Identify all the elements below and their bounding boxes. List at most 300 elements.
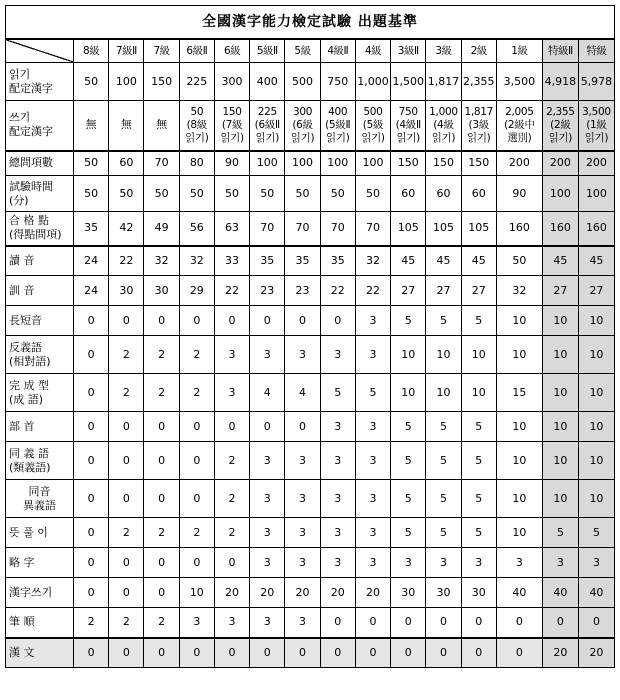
table-cell: 5 [391, 306, 426, 336]
table-cell: 0 [496, 608, 542, 638]
table-cell: 1,817 [426, 63, 461, 101]
table-cell: 0 [578, 608, 614, 638]
table-cell: 30 [391, 578, 426, 608]
table-cell: 5 [391, 480, 426, 518]
table-row [6, 638, 615, 668]
table-cell: 0 [214, 306, 249, 336]
table-row [6, 518, 615, 548]
table-cell: 無 [109, 101, 144, 151]
table-cell: 3 [320, 336, 355, 374]
table-cell: 3 [391, 548, 426, 578]
table-cell: 60 [109, 151, 144, 176]
table-cell: 22 [214, 276, 249, 306]
grade-header: 7級 [144, 39, 179, 63]
table-cell: 2 [144, 608, 179, 638]
table-cell: 100 [578, 176, 614, 212]
table-cell: 32 [355, 246, 390, 276]
table-cell: 35 [285, 246, 320, 276]
table-cell: 23 [285, 276, 320, 306]
row-label: 略 字 [6, 548, 74, 578]
table-cell: 0 [74, 336, 109, 374]
grade-header: 特級Ⅱ [542, 39, 578, 63]
table-cell: 5 [542, 518, 578, 548]
table-cell: 1,817 (3級 읽기) [461, 101, 496, 151]
table-cell: 100 [250, 151, 285, 176]
table-cell: 27 [426, 276, 461, 306]
table-cell: 32 [496, 276, 542, 306]
table-cell: 30 [426, 578, 461, 608]
table-cell: 100 [355, 151, 390, 176]
table-cell: 0 [426, 638, 461, 668]
table-cell: 0 [320, 608, 355, 638]
table-cell: 2 [179, 374, 214, 412]
table-cell: 10 [426, 336, 461, 374]
table-cell: 50 [74, 176, 109, 212]
table-cell: 2 [179, 518, 214, 548]
table-cell: 0 [285, 306, 320, 336]
grade-header: 3級Ⅱ [391, 39, 426, 63]
table-row [6, 101, 615, 151]
grade-header: 7級Ⅱ [109, 39, 144, 63]
table-cell: 20 [355, 578, 390, 608]
table-cell: 10 [496, 306, 542, 336]
table-cell: 1,500 [391, 63, 426, 101]
table-cell: 70 [250, 212, 285, 246]
table-cell: 150 (7級 읽기) [214, 101, 249, 151]
table-cell: 10 [542, 374, 578, 412]
table-row [6, 480, 615, 518]
table-cell: 105 [461, 212, 496, 246]
table-cell: 5 [426, 518, 461, 548]
table-cell: 49 [144, 212, 179, 246]
table-cell: 42 [109, 212, 144, 246]
table-cell: 3 [355, 306, 390, 336]
table-cell: 0 [74, 442, 109, 480]
table-cell: 3 [355, 412, 390, 442]
table-cell: 60 [426, 176, 461, 212]
table-cell: 50 (8級 읽기) [179, 101, 214, 151]
table-cell: 10 [426, 374, 461, 412]
table-row [6, 176, 615, 212]
table-cell: 3 [542, 548, 578, 578]
table-cell: 0 [179, 412, 214, 442]
table-row [6, 374, 615, 412]
grade-header: 8級 [74, 39, 109, 63]
table-cell: 30 [461, 578, 496, 608]
table-cell: 90 [214, 151, 249, 176]
table-cell: 750 (4級Ⅱ 읽기) [391, 101, 426, 151]
table-cell: 35 [74, 212, 109, 246]
table-cell: 2 [214, 518, 249, 548]
table-cell: 45 [542, 246, 578, 276]
table-cell: 2 [74, 608, 109, 638]
table-cell: 5 [578, 518, 614, 548]
table-cell: 5 [426, 306, 461, 336]
table-cell: 22 [320, 276, 355, 306]
table-cell: 3 [285, 480, 320, 518]
grade-header: 6級 [214, 39, 249, 63]
table-cell: 3 [250, 518, 285, 548]
table-cell: 2 [109, 518, 144, 548]
table-cell: 0 [109, 442, 144, 480]
table-cell: 33 [214, 246, 249, 276]
table-cell: 2 [144, 336, 179, 374]
table-cell: 27 [578, 276, 614, 306]
grade-header: 5級 [285, 39, 320, 63]
table-cell: 0 [144, 306, 179, 336]
table-cell: 0 [74, 518, 109, 548]
table-cell: 0 [109, 306, 144, 336]
table-cell: 5 [320, 374, 355, 412]
table-cell: 0 [461, 638, 496, 668]
table-cell: 3 [214, 374, 249, 412]
grade-header: 4級Ⅱ [320, 39, 355, 63]
table-cell: 50 [144, 176, 179, 212]
table-cell: 0 [144, 548, 179, 578]
table-cell: 29 [179, 276, 214, 306]
table-cell: 5 [461, 306, 496, 336]
table-cell: 50 [285, 176, 320, 212]
table-cell: 0 [144, 578, 179, 608]
table-cell: 2 [214, 480, 249, 518]
table-cell: 3 [320, 412, 355, 442]
table-cell: 0 [74, 374, 109, 412]
table-cell: 0 [179, 548, 214, 578]
table-cell: 30 [109, 276, 144, 306]
table-cell: 3 [285, 608, 320, 638]
table-cell: 0 [214, 638, 249, 668]
table-cell: 10 [578, 374, 614, 412]
table-cell: 3 [214, 608, 249, 638]
table-cell: 0 [426, 608, 461, 638]
table-cell: 0 [320, 638, 355, 668]
table-cell: 22 [109, 246, 144, 276]
table-cell: 2 [109, 608, 144, 638]
table-cell: 3 [320, 480, 355, 518]
grade-header: 5級Ⅱ [250, 39, 285, 63]
table-cell: 45 [391, 246, 426, 276]
table-cell: 3 [250, 442, 285, 480]
table-cell: 2 [109, 374, 144, 412]
table-cell: 200 [578, 151, 614, 176]
table-cell: 3 [250, 548, 285, 578]
table-cell: 2 [109, 336, 144, 374]
table-cell: 10 [496, 412, 542, 442]
table-cell: 0 [144, 442, 179, 480]
table-cell: 45 [426, 246, 461, 276]
table-cell: 27 [461, 276, 496, 306]
table-cell: 45 [578, 246, 614, 276]
table-cell: 50 [179, 176, 214, 212]
table-cell: 225 (6級Ⅱ 읽기) [250, 101, 285, 151]
table-cell: 0 [74, 480, 109, 518]
table-cell: 500 (5級 읽기) [355, 101, 390, 151]
table-cell: 50 [74, 63, 109, 101]
table-cell: 1,000 [355, 63, 390, 101]
table-cell: 10 [391, 374, 426, 412]
table-cell: 3 [285, 442, 320, 480]
table-row [6, 151, 615, 176]
grade-header: 4級 [355, 39, 390, 63]
table-cell: 1,000 (4級 읽기) [426, 101, 461, 151]
table-cell: 50 [496, 246, 542, 276]
table-cell: 0 [179, 442, 214, 480]
grade-header: 1級 [496, 39, 542, 63]
table-cell: 40 [578, 578, 614, 608]
table-cell: 0 [320, 306, 355, 336]
table-cell: 100 [542, 176, 578, 212]
row-label: 漢 文 [6, 638, 74, 668]
table-cell: 3 [355, 518, 390, 548]
table-cell: 3 [285, 518, 320, 548]
table-cell: 200 [542, 151, 578, 176]
table-cell: 10 [542, 306, 578, 336]
table-cell: 10 [391, 336, 426, 374]
table-cell: 32 [144, 246, 179, 276]
table-cell: 60 [461, 176, 496, 212]
table-cell: 35 [320, 246, 355, 276]
table-row [6, 306, 615, 336]
table-cell: 150 [144, 63, 179, 101]
table-cell: 160 [578, 212, 614, 246]
row-label: 訓 音 [6, 276, 74, 306]
table-cell: 2 [214, 442, 249, 480]
table-cell: 400 [250, 63, 285, 101]
table-cell: 2 [179, 336, 214, 374]
row-label: 同 義 語 (類義語) [6, 442, 74, 480]
table-title: 全國漢字能力檢定試驗 出題基準 [6, 6, 615, 40]
table-row [6, 246, 615, 276]
table-cell: 0 [496, 638, 542, 668]
table-cell: 30 [144, 276, 179, 306]
table-cell: 45 [461, 246, 496, 276]
table-cell: 56 [179, 212, 214, 246]
table-cell: 10 [461, 336, 496, 374]
table-cell: 0 [144, 480, 179, 518]
row-label: 同音 異義語 [6, 480, 74, 518]
table-cell: 2 [144, 518, 179, 548]
table-cell: 200 [496, 151, 542, 176]
grade-header: 6級Ⅱ [179, 39, 214, 63]
table-row [6, 336, 615, 374]
table-cell: 3 [461, 548, 496, 578]
row-label: 長短音 [6, 306, 74, 336]
criteria-table [5, 5, 615, 668]
table-cell: 3 [355, 336, 390, 374]
table-cell: 0 [144, 412, 179, 442]
table-cell: 3 [250, 336, 285, 374]
table-cell: 3 [496, 548, 542, 578]
table-cell: 無 [144, 101, 179, 151]
table-cell: 0 [285, 638, 320, 668]
table-cell: 3 [285, 548, 320, 578]
table-cell: 0 [179, 638, 214, 668]
table-cell: 5 [391, 518, 426, 548]
table-cell: 3 [250, 608, 285, 638]
row-label: 總問項數 [6, 151, 74, 176]
table-cell: 50 [109, 176, 144, 212]
table-cell: 3 [355, 442, 390, 480]
table-cell: 3,500 (1級 읽기) [578, 101, 614, 151]
table-cell: 0 [109, 548, 144, 578]
table-cell: 0 [179, 306, 214, 336]
row-label: 뜻 풀 이 [6, 518, 74, 548]
table-cell: 90 [496, 176, 542, 212]
table-cell: 15 [496, 374, 542, 412]
table-cell: 0 [542, 608, 578, 638]
table-cell: 0 [179, 480, 214, 518]
table-cell: 3 [320, 518, 355, 548]
table-row [6, 578, 615, 608]
row-label: 合 格 點 (得點問項) [6, 212, 74, 246]
table-cell: 5 [461, 412, 496, 442]
table-cell: 0 [214, 412, 249, 442]
table-cell: 0 [250, 306, 285, 336]
table-cell: 0 [109, 578, 144, 608]
table-cell: 10 [496, 518, 542, 548]
table-row [6, 442, 615, 480]
table-cell: 27 [391, 276, 426, 306]
table-row [6, 608, 615, 638]
table-cell: 2,355 (2級 읽기) [542, 101, 578, 151]
table-row [6, 212, 615, 246]
table-cell: 4,918 [542, 63, 578, 101]
table-cell: 10 [179, 578, 214, 608]
table-cell: 0 [391, 608, 426, 638]
table-cell: 10 [542, 480, 578, 518]
corner-cell [6, 39, 74, 63]
table-cell: 5 [426, 480, 461, 518]
table-cell: 2,355 [461, 63, 496, 101]
table-cell: 10 [578, 306, 614, 336]
table-cell: 10 [578, 480, 614, 518]
table-cell: 10 [578, 336, 614, 374]
table-cell: 2 [144, 374, 179, 412]
table-cell: 0 [74, 578, 109, 608]
table-cell: 10 [496, 480, 542, 518]
grade-header: 2級 [461, 39, 496, 63]
table-cell: 20 [320, 578, 355, 608]
table-cell: 0 [285, 412, 320, 442]
table-cell: 5 [391, 412, 426, 442]
table-cell: 70 [285, 212, 320, 246]
table-cell: 5,978 [578, 63, 614, 101]
table-cell: 70 [144, 151, 179, 176]
table-cell: 70 [320, 212, 355, 246]
table-cell: 750 [320, 63, 355, 101]
table-cell: 2,005 (2級中 選別) [496, 101, 542, 151]
table-cell: 50 [214, 176, 249, 212]
table-cell: 32 [179, 246, 214, 276]
table-cell: 10 [496, 336, 542, 374]
table-cell: 63 [214, 212, 249, 246]
table-cell: 150 [426, 151, 461, 176]
table-cell: 3 [426, 548, 461, 578]
table-cell: 0 [109, 638, 144, 668]
table-cell: 5 [461, 480, 496, 518]
table-cell: 0 [74, 548, 109, 578]
table-cell: 10 [542, 336, 578, 374]
row-label: 읽기 配定漢字 [6, 63, 74, 101]
table-cell: 0 [355, 638, 390, 668]
table-cell: 5 [391, 442, 426, 480]
table-cell: 22 [355, 276, 390, 306]
table-cell: 3 [250, 480, 285, 518]
table-cell: 0 [109, 412, 144, 442]
table-cell: 5 [461, 442, 496, 480]
table-cell: 3,500 [496, 63, 542, 101]
table-cell: 10 [461, 374, 496, 412]
table-cell: 300 (6級 읽기) [285, 101, 320, 151]
table-row [6, 63, 615, 101]
table-cell: 0 [250, 638, 285, 668]
table-cell: 5 [426, 412, 461, 442]
table-cell: 3 [320, 442, 355, 480]
grade-header: 特級 [578, 39, 614, 63]
table-cell: 0 [74, 306, 109, 336]
grade-header: 3級 [426, 39, 461, 63]
table-cell: 35 [250, 246, 285, 276]
table-cell: 4 [285, 374, 320, 412]
table-cell: 3 [179, 608, 214, 638]
table-cell: 0 [74, 638, 109, 668]
table-cell: 50 [74, 151, 109, 176]
table-cell: 0 [355, 608, 390, 638]
table-cell: 100 [320, 151, 355, 176]
row-label: 部 首 [6, 412, 74, 442]
table-row [6, 276, 615, 306]
table-cell: 0 [144, 638, 179, 668]
table-cell: 150 [461, 151, 496, 176]
table-cell: 3 [285, 336, 320, 374]
table-cell: 80 [179, 151, 214, 176]
table-cell: 300 [214, 63, 249, 101]
table-cell: 105 [391, 212, 426, 246]
table-cell: 20 [578, 638, 614, 668]
row-label: 漢字쓰기 [6, 578, 74, 608]
table-cell: 20 [542, 638, 578, 668]
table-row [6, 548, 615, 578]
table-cell: 70 [355, 212, 390, 246]
table-cell: 10 [578, 412, 614, 442]
table-cell: 3 [214, 336, 249, 374]
table-cell: 3 [578, 548, 614, 578]
table-cell: 400 (5級Ⅱ 읽기) [320, 101, 355, 151]
table-cell: 5 [426, 442, 461, 480]
exam-criteria-sheet [5, 5, 615, 695]
table-cell: 500 [285, 63, 320, 101]
table-cell: 50 [320, 176, 355, 212]
row-label: 反義語 (相對語) [6, 336, 74, 374]
table-cell: 10 [578, 442, 614, 480]
row-label: 完 成 型 (成 語) [6, 374, 74, 412]
table-cell: 無 [74, 101, 109, 151]
table-cell: 225 [179, 63, 214, 101]
table-cell: 10 [542, 412, 578, 442]
table-cell: 0 [461, 608, 496, 638]
table-cell: 5 [461, 518, 496, 548]
table-cell: 10 [496, 442, 542, 480]
table-cell: 20 [285, 578, 320, 608]
table-cell: 20 [250, 578, 285, 608]
table-cell: 20 [214, 578, 249, 608]
table-cell: 5 [355, 374, 390, 412]
table-cell: 4 [250, 374, 285, 412]
table-cell: 3 [355, 548, 390, 578]
table-cell: 10 [542, 442, 578, 480]
table-cell: 40 [542, 578, 578, 608]
table-cell: 23 [250, 276, 285, 306]
